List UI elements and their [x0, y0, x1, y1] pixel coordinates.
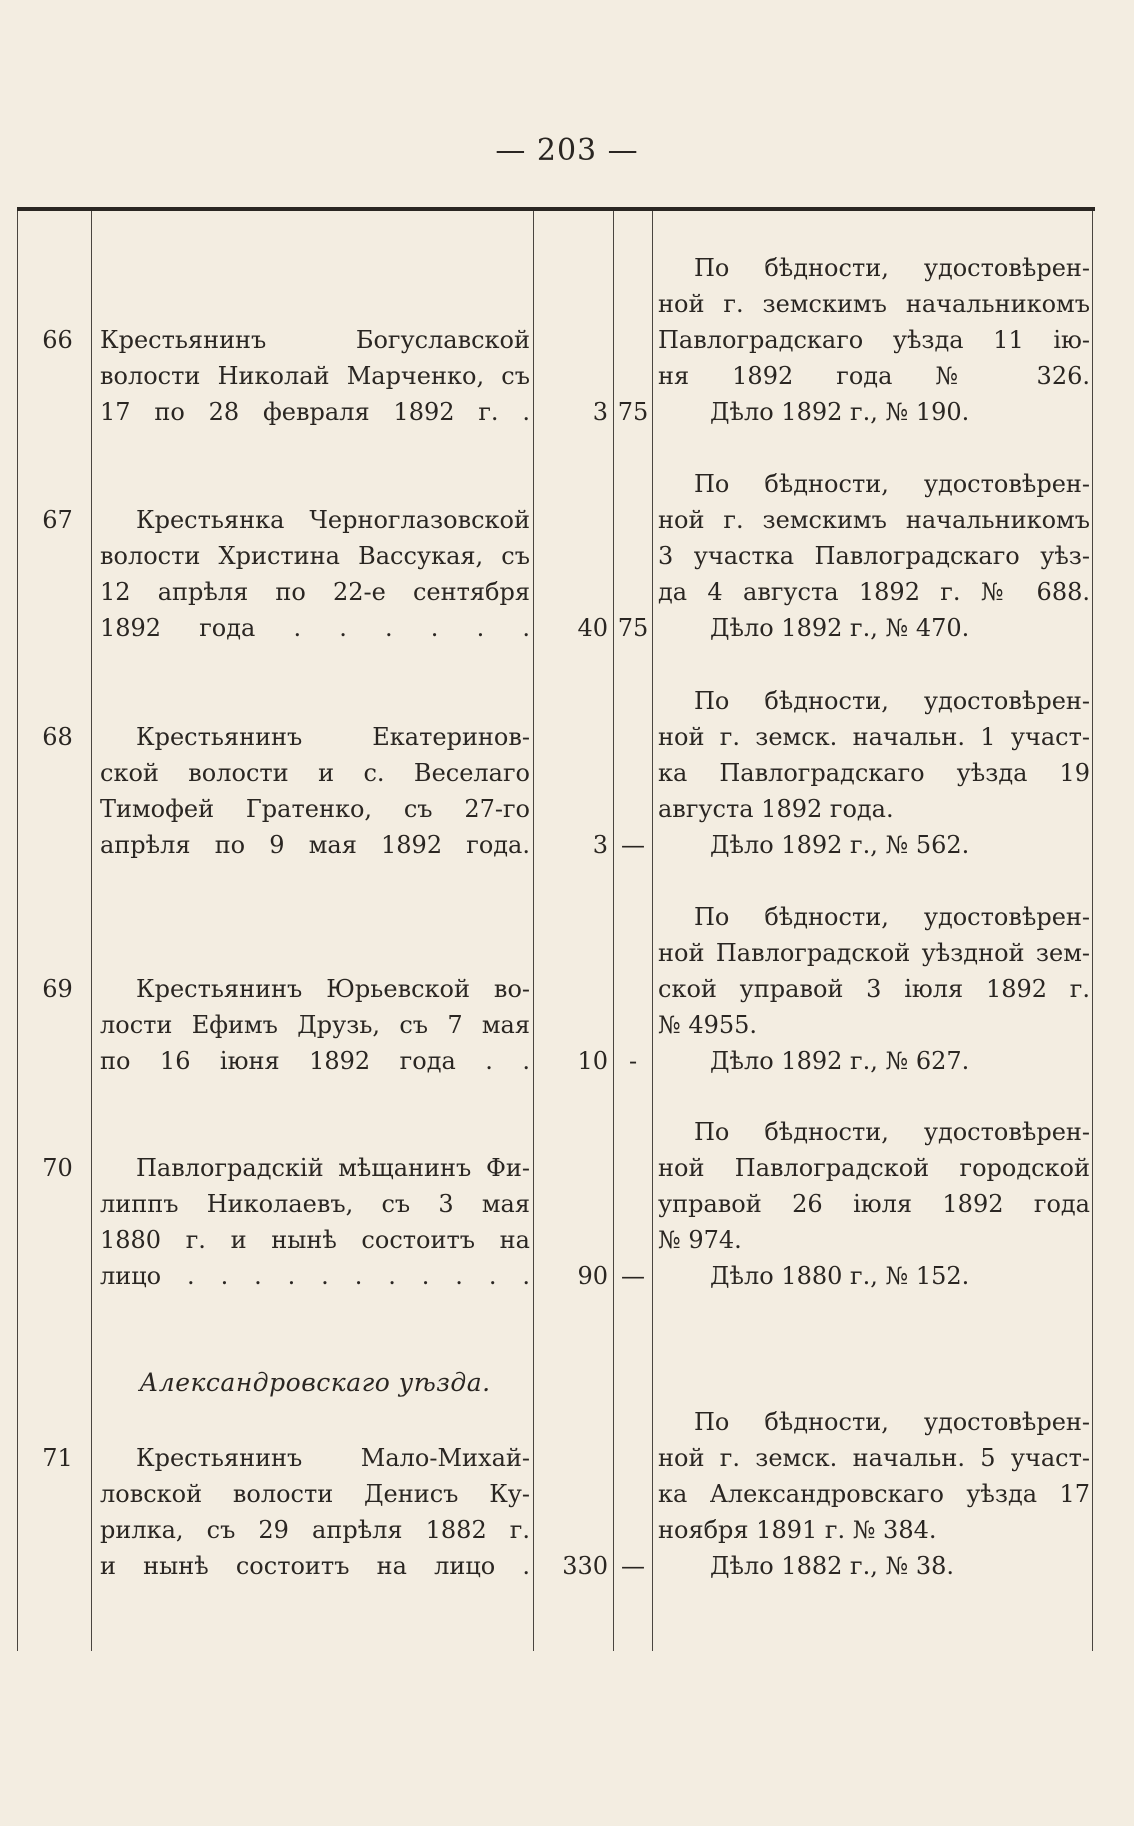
entry-description: Крестьянинъ Богуславской	[100, 326, 530, 354]
entry-note: По бѣдности, удостовѣрен-	[694, 687, 1090, 715]
entry-description: и нынѣ состоитъ на лицо .	[100, 1552, 530, 1580]
entry-description: лости Ефимъ Друзь, съ 7 мая	[100, 1011, 530, 1039]
case-reference: Дѣло 1880 г., № 152.	[710, 1262, 970, 1290]
case-reference: Дѣло 1892 г., № 190.	[710, 398, 970, 426]
entry-note: ноября 1891 г. № 384.	[658, 1516, 937, 1544]
amount-rubles: 10	[577, 1047, 608, 1075]
entry-description: липпъ Николаевъ, съ 3 мая	[100, 1190, 530, 1218]
column-divider-number	[91, 211, 92, 1651]
entry-note: управой 26 іюля 1892 года	[658, 1190, 1090, 1218]
case-reference: Дѣло 1892 г., № 470.	[710, 614, 970, 642]
entry-description: волости Николай Марченко, съ	[100, 362, 530, 390]
section-title: Александровскаго уѣзда.	[139, 1368, 491, 1397]
entry-note: По бѣдности, удостовѣрен-	[694, 470, 1090, 498]
entry-description: рилка, съ 29 апрѣля 1882 г.	[100, 1516, 530, 1544]
entry-description: Крестьянинъ Мало-Михай-	[136, 1444, 530, 1472]
amount-rubles: 3	[592, 831, 608, 859]
amount-rubles: 3	[592, 398, 608, 426]
entry-number: 68	[42, 723, 73, 751]
entry-note: По бѣдности, удостовѣрен-	[694, 903, 1090, 931]
entry-description: волости Христина Вассукая, съ	[100, 542, 530, 570]
amount-rubles: 40	[577, 614, 608, 642]
entry-description: 1892 года . . . . . .	[100, 614, 530, 642]
entry-note: ня 1892 года № 326.	[658, 362, 1090, 390]
entry-description: по 16 іюня 1892 года . .	[100, 1047, 530, 1075]
column-divider-notes	[652, 211, 653, 1651]
entry-note: ка Александровскаго уѣзда 17	[658, 1480, 1090, 1508]
entry-note: 3 участка Павлоградскаго уѣз-	[658, 542, 1090, 570]
entry-description: апрѣля по 9 мая 1892 года.	[100, 831, 530, 859]
entry-note: ной г. земскимъ начальникомъ	[658, 290, 1090, 318]
case-reference: Дѣло 1892 г., № 562.	[710, 831, 970, 859]
entry-note: ка Павлоградскаго уѣзда 19	[658, 759, 1090, 787]
entry-description: 12 апрѣля по 22-е сентября	[100, 578, 530, 606]
amount-kopecks: —	[621, 831, 645, 859]
amount-kopecks: —	[621, 1552, 645, 1580]
entry-number: 70	[42, 1154, 73, 1182]
entry-number: 69	[42, 975, 73, 1003]
entry-description: 1880 г. и нынѣ состоитъ на	[100, 1226, 530, 1254]
entry-description: Крестьянинъ Екатеринов-	[136, 723, 530, 751]
entry-note: ной Павлоградской городской	[658, 1154, 1090, 1182]
entry-description: Крестьянинъ Юрьевской во-	[136, 975, 530, 1003]
amount-kopecks: -	[628, 1047, 638, 1075]
entry-number: 71	[42, 1444, 73, 1472]
amount-kopecks: 75	[617, 614, 649, 642]
entry-note: августа 1892 года.	[658, 795, 894, 823]
amount-kopecks: —	[621, 1262, 645, 1290]
entry-description: Тимофей Гратенко, съ 27-го	[100, 795, 530, 823]
case-reference: Дѣло 1892 г., № 627.	[710, 1047, 970, 1075]
entry-note: ской управой 3 іюля 1892 г.	[658, 975, 1090, 1003]
entry-note: ной г. земск. начальн. 5 участ-	[658, 1444, 1090, 1472]
case-reference: Дѣло 1882 г., № 38.	[710, 1552, 954, 1580]
entry-description: ской волости и с. Веселаго	[100, 759, 530, 787]
entry-note: № 4955.	[658, 1011, 758, 1039]
entry-number: 66	[42, 326, 73, 354]
entry-description: Крестьянка Черноглазовской	[136, 506, 530, 534]
amount-rubles: 90	[577, 1262, 608, 1290]
column-divider-kopecks	[613, 211, 614, 1651]
entry-note: да 4 августа 1892 г. № 688.	[658, 578, 1090, 606]
amount-kopecks: 75	[617, 398, 649, 426]
entry-note: По бѣдности, удостовѣрен-	[694, 1118, 1090, 1146]
amount-rubles: 330	[562, 1552, 608, 1580]
entry-note: По бѣдности, удостовѣрен-	[694, 254, 1090, 282]
column-divider-rubles	[533, 211, 534, 1651]
page-number: — 203 —	[495, 133, 639, 168]
entry-note: По бѣдности, удостовѣрен-	[694, 1408, 1090, 1436]
entry-note: № 974.	[658, 1226, 742, 1254]
entry-description: лицо . . . . . . . . . . .	[100, 1262, 530, 1290]
entry-description: Павлоградскій мѣщанинъ Фи-	[136, 1154, 530, 1182]
table-border-right	[1092, 211, 1093, 1651]
entry-note: ной Павлоградской уѣздной зем-	[658, 939, 1090, 967]
top-rule	[17, 207, 1095, 211]
entry-note: ной г. земск. начальн. 1 участ-	[658, 723, 1090, 751]
entry-description: 17 по 28 февраля 1892 г. .	[100, 398, 530, 426]
entry-note: Павлоградскаго уѣзда 11 ію-	[658, 326, 1090, 354]
entry-description: ловской волости Денисъ Ку-	[100, 1480, 530, 1508]
entry-note: ной г. земскимъ начальникомъ	[658, 506, 1090, 534]
table-border-left	[17, 211, 18, 1651]
entry-number: 67	[42, 506, 73, 534]
